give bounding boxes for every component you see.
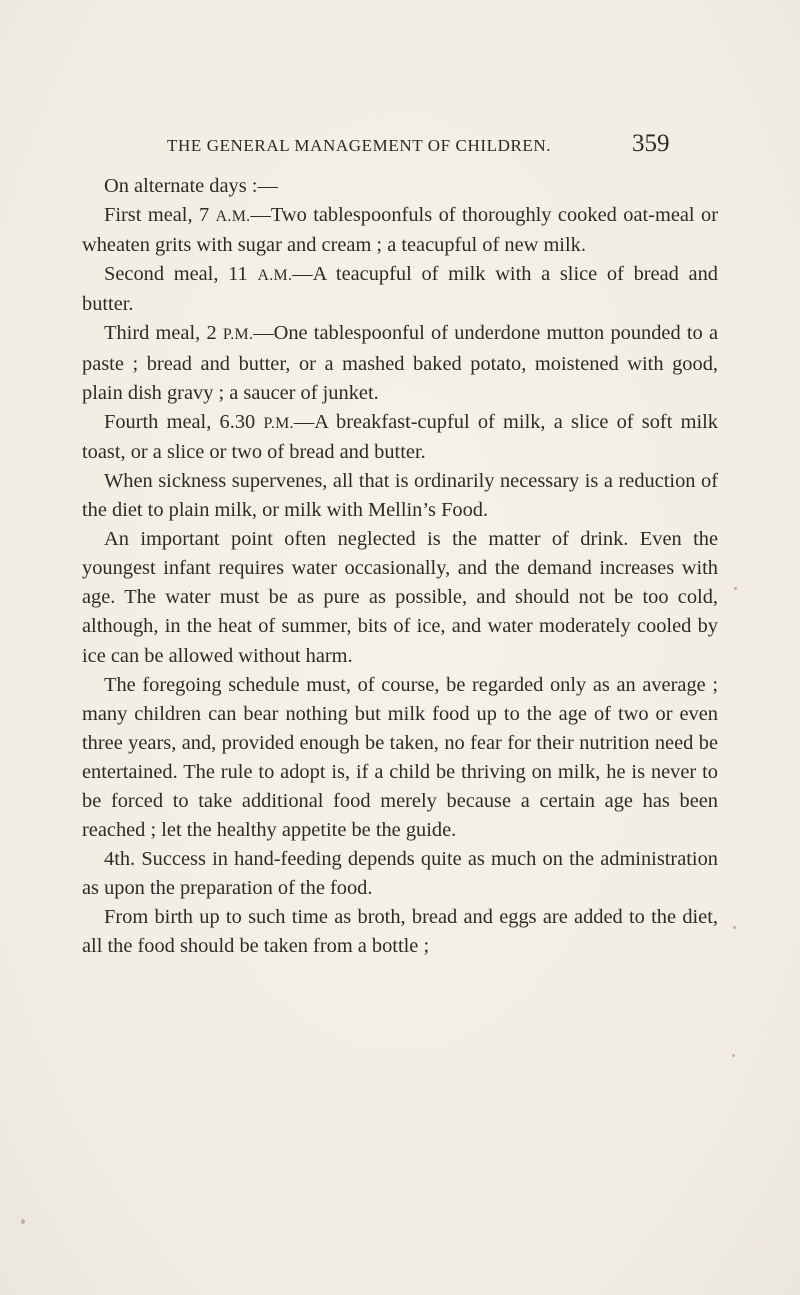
first-meal-time: A.M. bbox=[215, 208, 251, 226]
body-text bbox=[82, 172, 718, 962]
paragraph-schedule-average: The foregoing schedule must, of course, be regarded only as an average ; many children can bear nothing but milk food up to the age of two or even three years, and, provided enough be taken, no fear for their nutrition need be entertained. The rule to adopt is, if a child be thriving on milk, he is never to be forced to take additional food merely because a certain age has been reached ; let the healthy appetite be the guide. bbox=[82, 673, 718, 842]
paper-speck bbox=[734, 587, 737, 590]
first-meal-lead: First meal, 7 bbox=[104, 204, 216, 227]
paragraph-fourth-meal bbox=[82, 408, 718, 467]
paragraph-second-meal bbox=[82, 260, 718, 319]
paragraph-alternate-days: On alternate days :— bbox=[104, 175, 278, 197]
paragraph-hand-feeding: 4th. Success in hand-feeding depends quite as much on the administration as upon the preparation of the food. bbox=[82, 848, 718, 900]
paragraph-third-meal bbox=[82, 319, 718, 407]
third-meal-lead: Third meal, 2 bbox=[104, 322, 223, 345]
third-meal-time: P.M. bbox=[222, 326, 254, 344]
second-meal-time: A.M. bbox=[257, 267, 293, 285]
paragraph-sickness: When sickness supervenes, all that is ordinarily necessary is a reduction of the diet to plain milk, or milk with Mellin’s Food. bbox=[82, 469, 718, 522]
fourth-meal-time: P.M. bbox=[263, 414, 294, 432]
first-meal-text: —Two tablespoonfuls of thoroughly cooked oat-meal or wheaten grits with sugar and cream ; a teacupful of new milk. bbox=[82, 204, 719, 257]
paper-speck bbox=[21, 1219, 25, 1224]
running-head: THE GENERAL MANAGEMENT OF CHILDREN. bbox=[167, 136, 552, 155]
page-number: 359 bbox=[632, 130, 670, 157]
second-meal-lead: Second meal, 11 bbox=[104, 263, 258, 286]
second-meal-text: —A teacupful of milk with a slice of bread and butter. bbox=[82, 263, 718, 316]
paragraph-first-meal bbox=[82, 201, 718, 260]
page-header bbox=[165, 130, 685, 170]
paper-speck bbox=[733, 926, 736, 929]
paper-speck bbox=[732, 1054, 735, 1057]
fourth-meal-lead: Fourth meal, 6.30 bbox=[104, 410, 264, 433]
third-meal-text: —One tablespoonful of underdone mutton pounded to a paste ; bread and butter, or a mashed baked potato, moistened with good, plain dish gravy ; a saucer of junket. bbox=[82, 322, 718, 404]
fourth-meal-text: —A breakfast-cupful of milk, a slice of soft milk toast, or a slice or two of bread and butter. bbox=[82, 410, 718, 463]
paragraph-drink: An important point often neglected is the matter of drink. Even the youngest infant requires water occasionally, and the demand increases with age. The water must be as pure as possible, and should not be too cold, although, in the heat of summer, bits of ice, and water moderately cooled by ice can be allowed without harm. bbox=[82, 528, 718, 667]
paragraph-bottle: From birth up to such time as broth, bread and eggs are added to the diet, all the food should be taken from a bottle ; bbox=[82, 906, 718, 958]
